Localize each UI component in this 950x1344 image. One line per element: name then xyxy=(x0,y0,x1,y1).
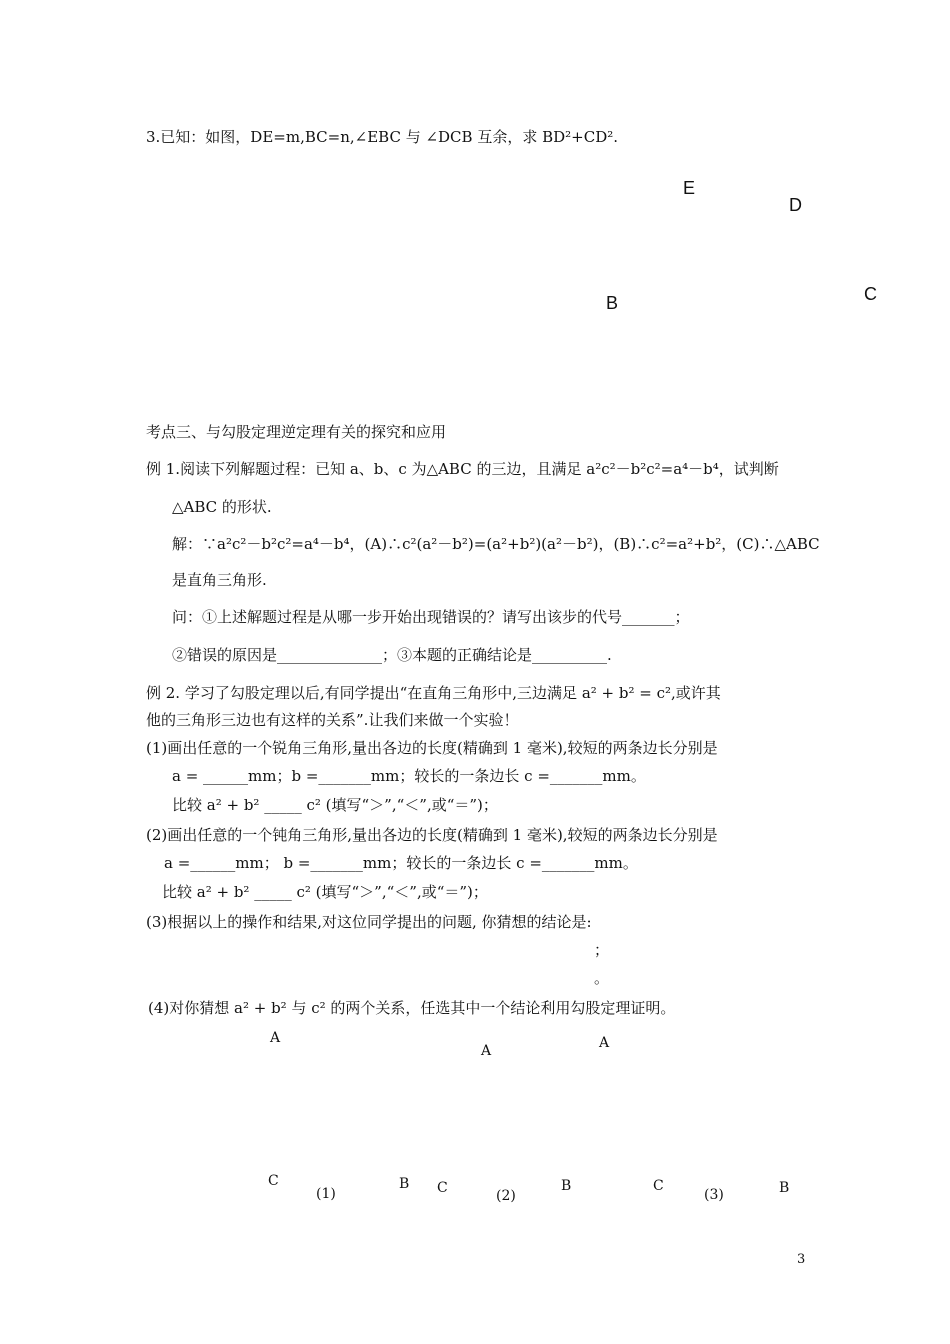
point-e-label: E xyxy=(683,178,696,198)
figure-1-vertex-c: C xyxy=(268,1173,279,1189)
figure-2-caption: (2) xyxy=(496,1188,516,1204)
point-d-label: D xyxy=(789,195,802,215)
part-3-period: 。 xyxy=(594,969,610,987)
part-3-semicolon: ； xyxy=(594,941,610,959)
figure-1-vertex-b: B xyxy=(399,1176,410,1192)
part-1-compare: 比较 a² + b² _____ c² (填写“＞”,“＜”,或“＝”)； xyxy=(172,796,498,814)
part-1-instruction: (1)画出任意的一个锐角三角形,量出各边的长度(精确到 1 毫米),较短的两条边长分别是 xyxy=(146,739,718,757)
part-1-measurements: a = ______mm；b =_______mm；较长的一条边长 c =_______mm。 xyxy=(172,767,646,785)
example-2-line-1: 例 2. 学习了勾股定理以后,有同学提出“在直角三角形中,三边满足 a² + b² = c²,或许其 xyxy=(146,684,721,702)
point-b-label: B xyxy=(606,293,619,313)
figure-3-caption: (3) xyxy=(704,1187,724,1203)
figure-2-vertex-c: C xyxy=(437,1180,448,1196)
figure-2-vertex-a: A xyxy=(481,1043,492,1059)
part-2-measurements: a =______mm； b =_______mm；较长的一条边长 c =_______mm。 xyxy=(164,854,638,872)
part-4-instruction: (4)对你猜想 a² + b² 与 c² 的两个关系，任选其中一个结论利用勾股定理证明。 xyxy=(148,999,676,1017)
part-2-compare: 比较 a² + b² _____ c² (填写“＞”,“＜”,或“＝”)； xyxy=(162,883,488,901)
point-c-label: C xyxy=(864,284,877,304)
part-2-instruction: (2)画出任意的一个钝角三角形,量出各边的长度(精确到 1 毫米),较短的两条边长分别是 xyxy=(146,826,718,844)
example-1-question-2: ②错误的原因是______________；③本题的正确结论是__________. xyxy=(172,646,612,664)
figure-2-vertex-b: B xyxy=(561,1178,572,1194)
section-heading: 考点三、与勾股定理逆定理有关的探究和应用 xyxy=(146,423,447,441)
page-number: 3 xyxy=(797,1252,806,1267)
part-3-instruction: (3)根据以上的操作和结果,对这位同学提出的问题, 你猜想的结论是: xyxy=(146,913,592,931)
figure-3-vertex-c: C xyxy=(653,1178,664,1194)
question-3: 3.已知：如图，DE=m,BC=n,∠EBC 与 ∠DCB 互余，求 BD²+CD². xyxy=(146,128,619,146)
example-1-question-1: 问：①上述解题过程是从哪一步开始出现错误的？请写出该步的代号_______； xyxy=(172,608,690,626)
figure-1-vertex-a: A xyxy=(270,1030,281,1046)
example-2-line-2: 他的三角形三边也有这样的关系”.让我们来做一个实验！ xyxy=(146,711,519,729)
example-1-line-1: 例 1.阅读下列解题过程：已知 a、b、c 为△ABC 的三边，且满足 a²c²－b²c²=a⁴－b⁴，试判断 xyxy=(146,460,779,478)
example-1-solution: 解：∵a²c²－b²c²=a⁴－b⁴，(A)∴c²(a²－b²)=(a²+b²)(a²－b²)，(B)∴c²=a²+b²，(C)∴△ABC xyxy=(172,535,820,553)
example-1-conclusion: 是直角三角形. xyxy=(172,571,267,589)
example-1-line-2: △ABC 的形状. xyxy=(172,498,272,516)
figure-3-vertex-a: A xyxy=(599,1035,610,1051)
figure-1-caption: (1) xyxy=(316,1186,336,1202)
figure-3-vertex-b: B xyxy=(779,1180,790,1196)
